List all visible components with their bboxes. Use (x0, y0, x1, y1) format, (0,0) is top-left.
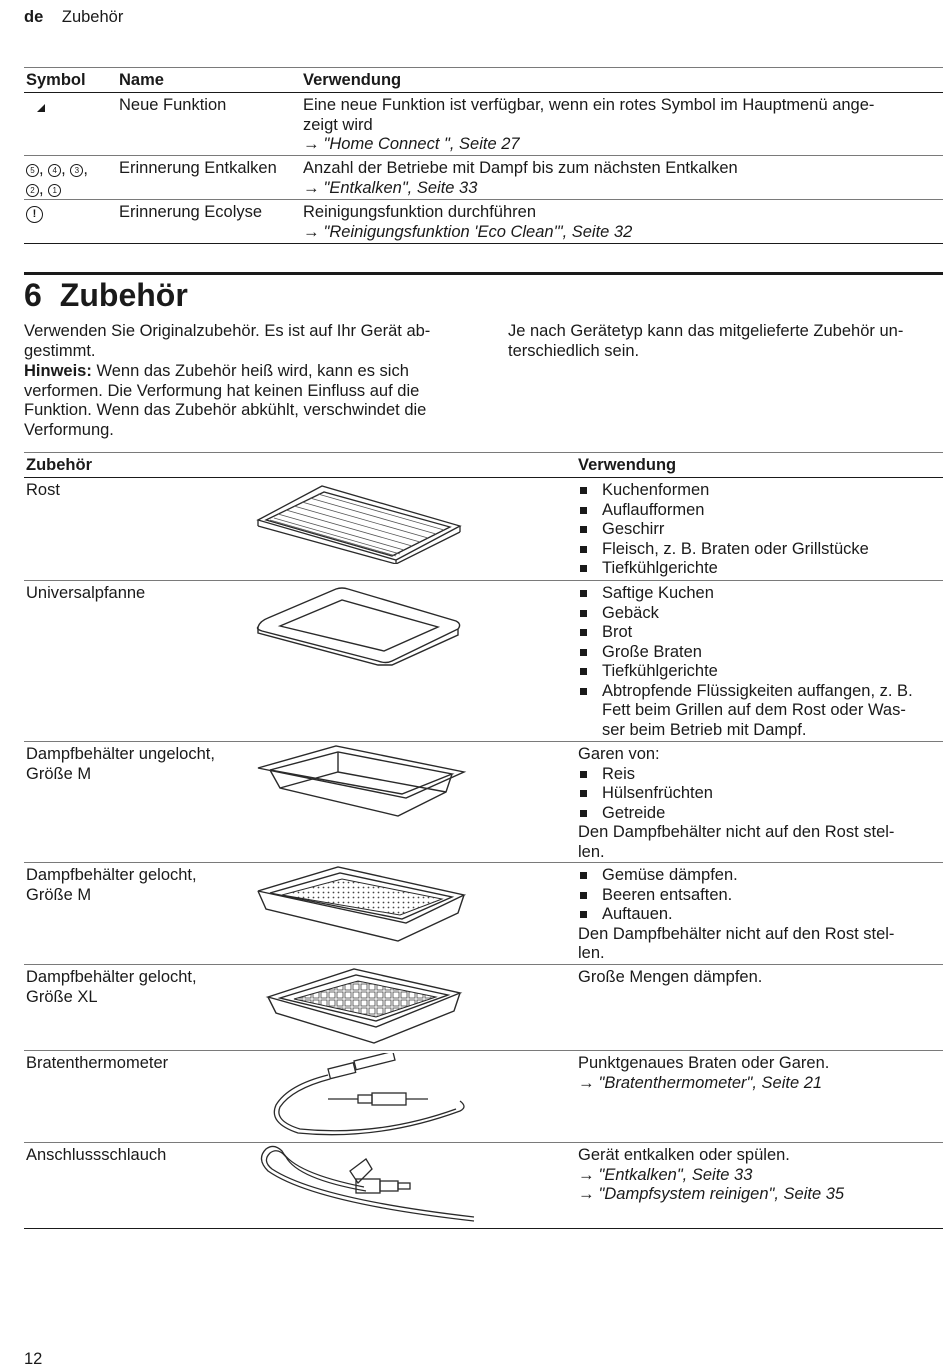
cross-reference-link[interactable] (303, 135, 933, 155)
list-item: Gemüse dämpfen. (578, 866, 938, 886)
list-item: Abtropfende Flüssigkeiten auffangen, z. B. Fett beim Grillen auf dem Rost oder Was- ser beim Betrieb mit Dampf. (578, 682, 938, 741)
list-item: Gebäck (578, 604, 938, 624)
accessory-name: Dampfbehälter ungelocht, Größe M (26, 745, 215, 783)
list-item: Reis (578, 765, 938, 785)
col-header-usage: Verwendung (578, 456, 677, 474)
arrow-right-icon: → (578, 1185, 595, 1203)
list-item: Auftauen. (578, 905, 938, 925)
steam-container-perforated-m-icon (256, 865, 468, 945)
reference-text: "Entkalken", Seite 33 (598, 1165, 753, 1184)
wire-rack-icon (254, 482, 466, 564)
section-title-text: Zubehör (59, 277, 188, 313)
accessory-table (24, 452, 943, 1229)
cross-reference-link[interactable] (578, 1166, 938, 1186)
col-header-accessory: Zubehör (26, 456, 92, 474)
table-row (24, 478, 943, 581)
row-name: Neue Funktion (119, 96, 227, 114)
arrow-right-icon: → (578, 1165, 595, 1184)
universal-pan-icon (254, 587, 466, 667)
symbol-table (24, 67, 943, 244)
reference-text: "Dampfsystem reinigen", Seite 35 (598, 1185, 845, 1203)
note-label: Hinweis: (24, 362, 92, 380)
accessory-name: Anschlussschlauch (26, 1146, 167, 1164)
table-row (24, 581, 943, 742)
list-item: Tiefkühlgerichte (578, 559, 938, 579)
table-row (24, 200, 943, 244)
intro-paragraph: Verwenden Sie Originalzubehör. Es ist auf Ihr Gerät ab- gestimmt. (24, 322, 431, 360)
reference-text: "Home Connect ", Seite 27 (323, 135, 520, 153)
usage-line: Anzahl der Betriebe mit Dampf bis zum nächsten Entkalken (303, 159, 738, 177)
section-number: 6 (24, 277, 42, 313)
table-row (24, 93, 943, 156)
reference-text: "Bratenthermometer", Seite 21 (598, 1073, 823, 1092)
reference-text: "Entkalken", Seite 33 (323, 178, 478, 197)
language-code: de (24, 8, 44, 26)
list-item: Getreide (578, 804, 938, 824)
descale-counter-icons: 5 , 4 , 3 , 2 , 1 (26, 160, 88, 199)
connection-hose-icon (254, 1143, 476, 1225)
accessory-usage: Punktgenaues Braten oder Garen. → "Bratenthermometer", Seite 21 (578, 1054, 938, 1093)
list-item: Brot (578, 623, 938, 643)
cross-reference-link[interactable] (578, 1185, 938, 1205)
ecolyse-reminder-icon: ! (26, 203, 43, 223)
accessory-name: Rost (26, 481, 60, 499)
row-usage (303, 96, 933, 155)
page-number: 12 (24, 1350, 43, 1368)
row-usage (303, 203, 933, 242)
accessory-usage (578, 481, 938, 579)
symbol-table-header (24, 68, 943, 93)
table-row (24, 863, 943, 965)
accessory-usage: Gemüse dämpfen. Beeren entsaften. Auftauen. Den Dampfbehälter nicht auf den Rost stel- len. (578, 866, 938, 964)
row-name: Erinnerung Ecolyse (119, 203, 263, 221)
list-item: Kuchenformen (578, 481, 938, 501)
col-header-name: Name (119, 71, 164, 89)
usage-line: zeigt wird (303, 115, 373, 134)
table-row (24, 742, 943, 863)
accessory-name: Dampfbehälter gelocht, Größe M (26, 866, 197, 904)
usage-line: Eine neue Funktion ist verfügbar, wenn ein rotes Symbol im Hauptmenü ange- (303, 96, 875, 114)
reference-text: "Reinigungsfunktion 'Eco Clean'", Seite 32 (323, 222, 633, 241)
cross-reference-link[interactable] (578, 1074, 938, 1094)
list-item: Tiefkühlgerichte (578, 662, 938, 682)
list-item: Hülsenfrüchten (578, 784, 938, 804)
counter-2-icon: 2 (26, 184, 39, 197)
header-title: Zubehör (61, 8, 124, 26)
meat-thermometer-icon (268, 1053, 468, 1139)
list-item: Saftige Kuchen (578, 584, 938, 604)
accessory-usage: Garen von: Reis Hülsenfrüchten Getreide Den Dampfbehälter nicht auf den Rost stel- len. (578, 745, 938, 862)
steam-container-perforated-xl-icon (264, 967, 464, 1047)
accessory-usage (578, 584, 938, 740)
page-header (24, 8, 123, 28)
arrow-right-icon: → (303, 178, 320, 197)
cross-reference-link[interactable] (303, 179, 933, 199)
arrow-right-icon: → (303, 135, 320, 153)
row-usage (303, 159, 933, 198)
list-item: Beeren entsaften. (578, 886, 938, 906)
accessory-name: Universalpfanne (26, 584, 146, 602)
col-header-symbol: Symbol (26, 71, 86, 89)
usage-line: Reinigungsfunktion durchführen (303, 203, 536, 221)
table-row (24, 156, 943, 200)
list-item: Große Braten (578, 643, 938, 663)
counter-4-icon: 4 (48, 164, 61, 177)
intro-paragraph: Je nach Gerätetyp kann das mitgelieferte Zubehör un- terschiedlich sein. (508, 322, 904, 360)
section-rule (24, 272, 943, 275)
new-function-icon (36, 99, 46, 119)
arrow-right-icon: → (578, 1073, 595, 1092)
col-header-usage: Verwendung (303, 71, 402, 89)
accessory-name: Bratenthermometer (26, 1054, 169, 1072)
list-item: Geschirr (578, 520, 938, 540)
table-row (24, 1143, 943, 1229)
table-row (24, 965, 943, 1051)
intro-left-column (24, 322, 464, 440)
counter-3-icon: 3 (70, 164, 83, 177)
cross-reference-link[interactable] (303, 223, 933, 243)
list-item: Fleisch, z. B. Braten oder Grillstücke (578, 540, 938, 560)
steam-container-solid-icon (256, 744, 468, 820)
section-title (24, 276, 188, 314)
counter-5-icon: 5 (26, 164, 39, 177)
accessory-name: Dampfbehälter gelocht, Größe XL (26, 968, 197, 1006)
list-item: Auflaufformen (578, 501, 938, 521)
accessory-usage: Gerät entkalken oder spülen. → "Entkalken", Seite 33 → "Dampfsystem reinigen", Seite 35 (578, 1146, 938, 1205)
accessory-table-header (24, 452, 943, 478)
intro-right-column (508, 322, 938, 361)
arrow-right-icon: → (303, 222, 320, 241)
accessory-usage: Große Mengen dämpfen. (578, 968, 763, 986)
note-paragraph: Hinweis: Wenn das Zubehör heiß wird, kann es sich verformen. Die Verformung hat keinen Einfluss auf die Funktion. Wenn das Zubehör abkühlt, verschwindet die Verformung. (24, 362, 427, 439)
counter-1-icon: 1 (48, 184, 61, 197)
row-name: Erinnerung Entkalken (119, 159, 277, 177)
table-row (24, 1051, 943, 1143)
